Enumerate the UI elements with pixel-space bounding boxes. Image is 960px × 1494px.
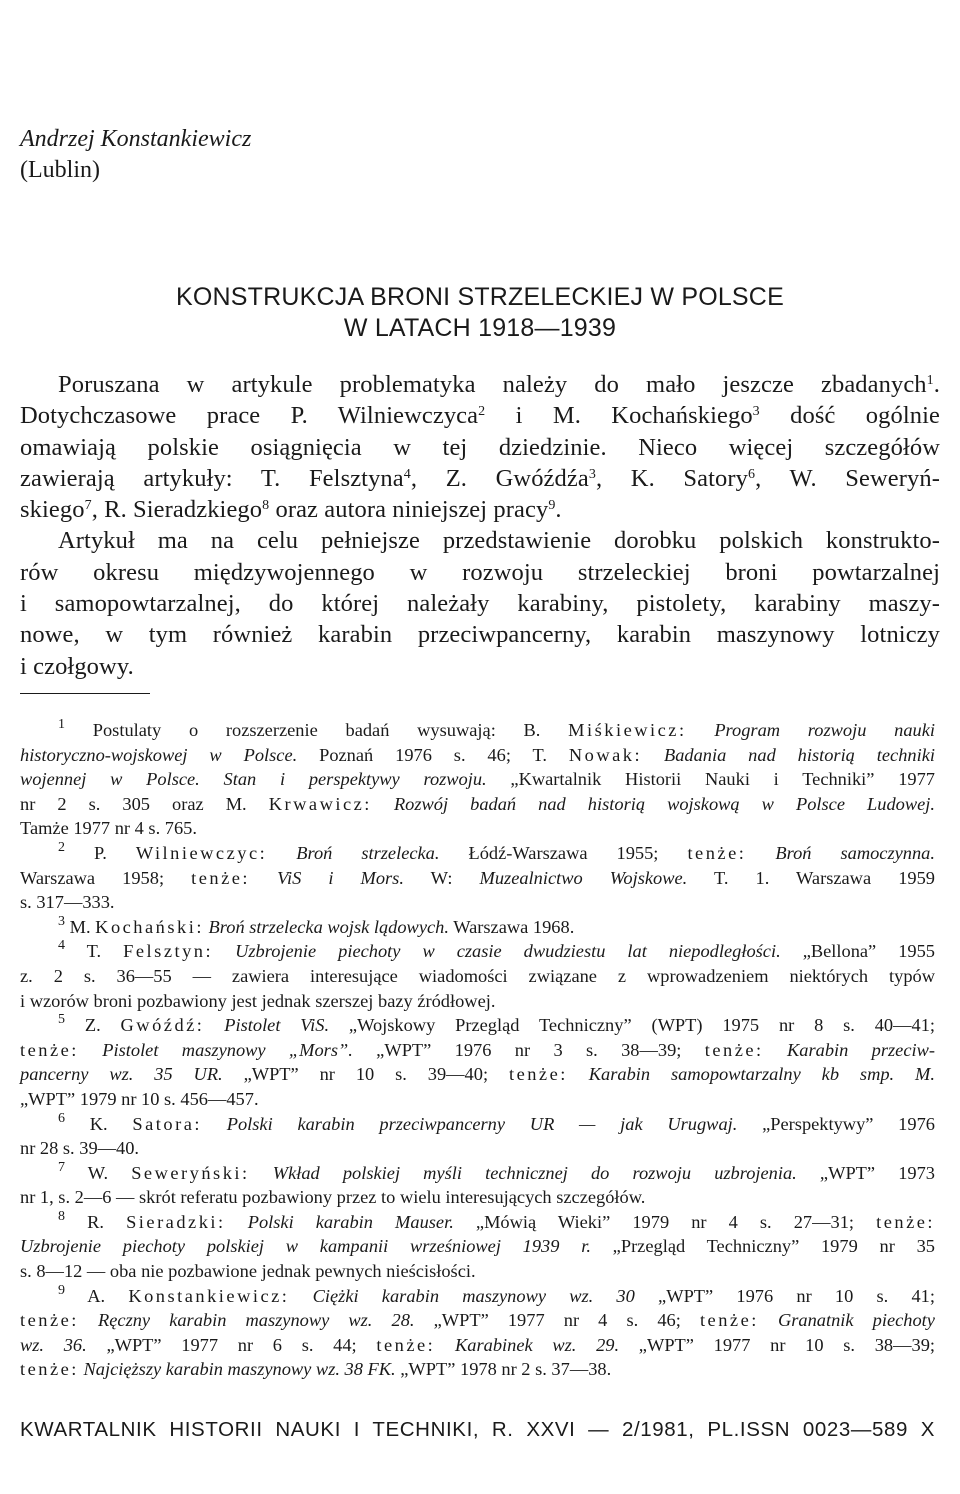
journal-footer: KWARTALNIK HISTORII NAUKI I TECHNIKI, R. XXVI — 2/1981, PL.ISSN 0023—589 X [20, 1418, 935, 1441]
body-line: i samopowtarzalnej, do której należały karabiny, pistolety, karabiny maszy- [20, 590, 940, 618]
paragraph-2 [20, 525, 940, 681]
footnote-9: $^9$ A. Konstankiewicz: Ciężki karabin maszynowy wz. 30 „WPT” 1976 nr 10 s. 41; tenże: Ręczny karabin maszynowy wz. 28. „WPT” 1977 nr 4 s. 46; tenże: Granatnik piechoty wz. 36. „WPT” 1977 nr 6 s. 44; tenże: Karabinek wz. 29. „WPT” 1977 nr 10 s. 38—39; tenże: Najcięższy karabin maszynowy wz. 38 FK. „WPT” 1978 nr 2 s. 37—38. [20, 1282, 935, 1380]
footnote-5: $^5$ Z. Gwóźdź: Pistolet ViS. „Wojskowy Przegląd Techniczny” (WPT) 1975 nr 8 s. 40—41; tenże: Pistolet maszynowy „Mors”. „WPT” 1976 nr 3 s. 38—39; tenże: Karabin przeciw- pancerny wz. 35 UR. „WPT” nr 10 s. 39—40; tenże: Karabin samopowtarzalny kb smp. M. „WPT” 1979 nr 10 s. 456—457. [20, 1012, 936, 1109]
footnote-2: $^2$ P. Wilniewczyc: Broń strzelecka. Łódź-Warszawa 1955; tenże: Broń samoczynna. Warszawa 1958; tenże: ViS i Mors. W: Muzealnictwo Wojskowe. T. 1. Warszawa 1959 s. 317—333. [20, 839, 935, 913]
footnotes [20, 718, 935, 1382]
body-line: omawiają polskie osiągnięcia w tej dziedzinie. Nieco więcej szczegółów [20, 433, 940, 461]
footnote-separator [20, 693, 150, 694]
author-block [20, 124, 251, 186]
footnote-8: $^8$ R. Sieradzki: Polski karabin Mauser. „Mówią Wieki” 1979 nr 4 s. 27—31; tenże: Uzbrojenie piechoty polskiej w kampanii wrześniowej 1939 r. „Przegląd Techniczny” 1979 nr 35 s. 8—12 — oba nie pozbawione jednak pewnych nieścisłości. [20, 1208, 936, 1282]
footnote-7: $^7$ W. Seweryński: Wkład polskiej myśli technicznej do rozwoju uzbrojenia. „WPT” 1973 nr 1, s. 2—6 — skrót referatu pozbawiony przez to wielu interesujących szczegółów. [20, 1159, 935, 1208]
body-line: zawierają artykuły: T. Felsztyna$^4$, Z. Gwóźdźa$^3$, K. Satory$^6$, W. Seweryń- [20, 464, 940, 492]
footnote-ref: 1 [926, 373, 934, 388]
footnote-ref: 6 [747, 466, 756, 482]
footnote-4: $^4$ T. Felsztyn: Uzbrojenie piechoty w czasie dwudziestu lat niepodległości. „Bellona” 1955 z. 2 s. 36—55 — zawiera interesujące wiadomości związane z wprowadzeniem niektórych typów i wzorów broni pozbawiony jest jednak szerszej bazy źródłowej. [20, 938, 935, 1011]
title-line-1: KONSTRUKCJA BRONI STRZELECKIEJ W POLSCE [176, 283, 784, 311]
footnote-3: $^3$ M. Kochański: Broń strzelecka wojsk lądowych. Warszawa 1968. [58, 913, 575, 937]
body-line: nowe, w tym również karabin przeciwpancerny, karabin maszynowy lotniczy [20, 621, 940, 649]
footnote-1: $^1$ Postulaty o rozszerzenie badań wysuwają: B. Miśkiewicz: Program rozwoju nauki historyczno-wojskowej w Polsce. Poznań 1976 s. 46; T. Nowak: Badania nad historią techniki wojennej w Polsce. Stan i perspektywy rozwoju. „Kwartalnik Historii Nauki i Techniki” 1977 nr 2 s. 305 oraz M. Krwawicz: Rozwój badań nad historią wojskową w Polsce Ludowej. Tamże 1977 nr 4 s. 765. [20, 717, 935, 839]
footnote-ref: 2 [478, 404, 486, 420]
author-affiliation: (Lublin) [20, 157, 100, 183]
article-title [0, 282, 960, 344]
footnote-ref: 4 [403, 466, 411, 482]
footnote-ref: 3 [588, 466, 596, 482]
footnote-ref: 8 [262, 498, 270, 514]
paragraph-1 [20, 369, 940, 525]
footnote-ref: 9 [548, 498, 556, 514]
body-line: rów okresu międzywojennego w rozwoju strzeleckiej broni powtarzalnej [20, 558, 940, 586]
body-line: skiego$^7$, R. Sieradzkiego$^8$ oraz autora niniejszej pracy$^9$. [20, 496, 562, 524]
body-line: Poruszana w artykule problematyka należy do mało jeszcze zbadanych$^1$. [58, 371, 940, 398]
body-line: Artykuł ma na celu pełniejsze przedstawienie dorobku polskich konstrukto- [58, 527, 940, 555]
body-line: i czołgowy. [20, 652, 134, 680]
title-line-2: W LATACH 1918—1939 [343, 314, 617, 342]
footnote-6: $^6$ K. Satora: Polski karabin przeciwpancerny UR — jak Urugwaj. „Perspektywy” 1976 nr 28 s. 39—40. [20, 1110, 935, 1159]
footnote-ref: 3 [752, 404, 760, 420]
footnote-ref: 7 [84, 498, 92, 514]
author-name: Andrzej Konstankiewicz [20, 126, 252, 152]
body-line: Dotychczasowe prace P. Wilniewczyca$^2$ i M. Kochańskiego$^3$ dość ogólnie [20, 402, 940, 430]
body-text [20, 369, 940, 682]
